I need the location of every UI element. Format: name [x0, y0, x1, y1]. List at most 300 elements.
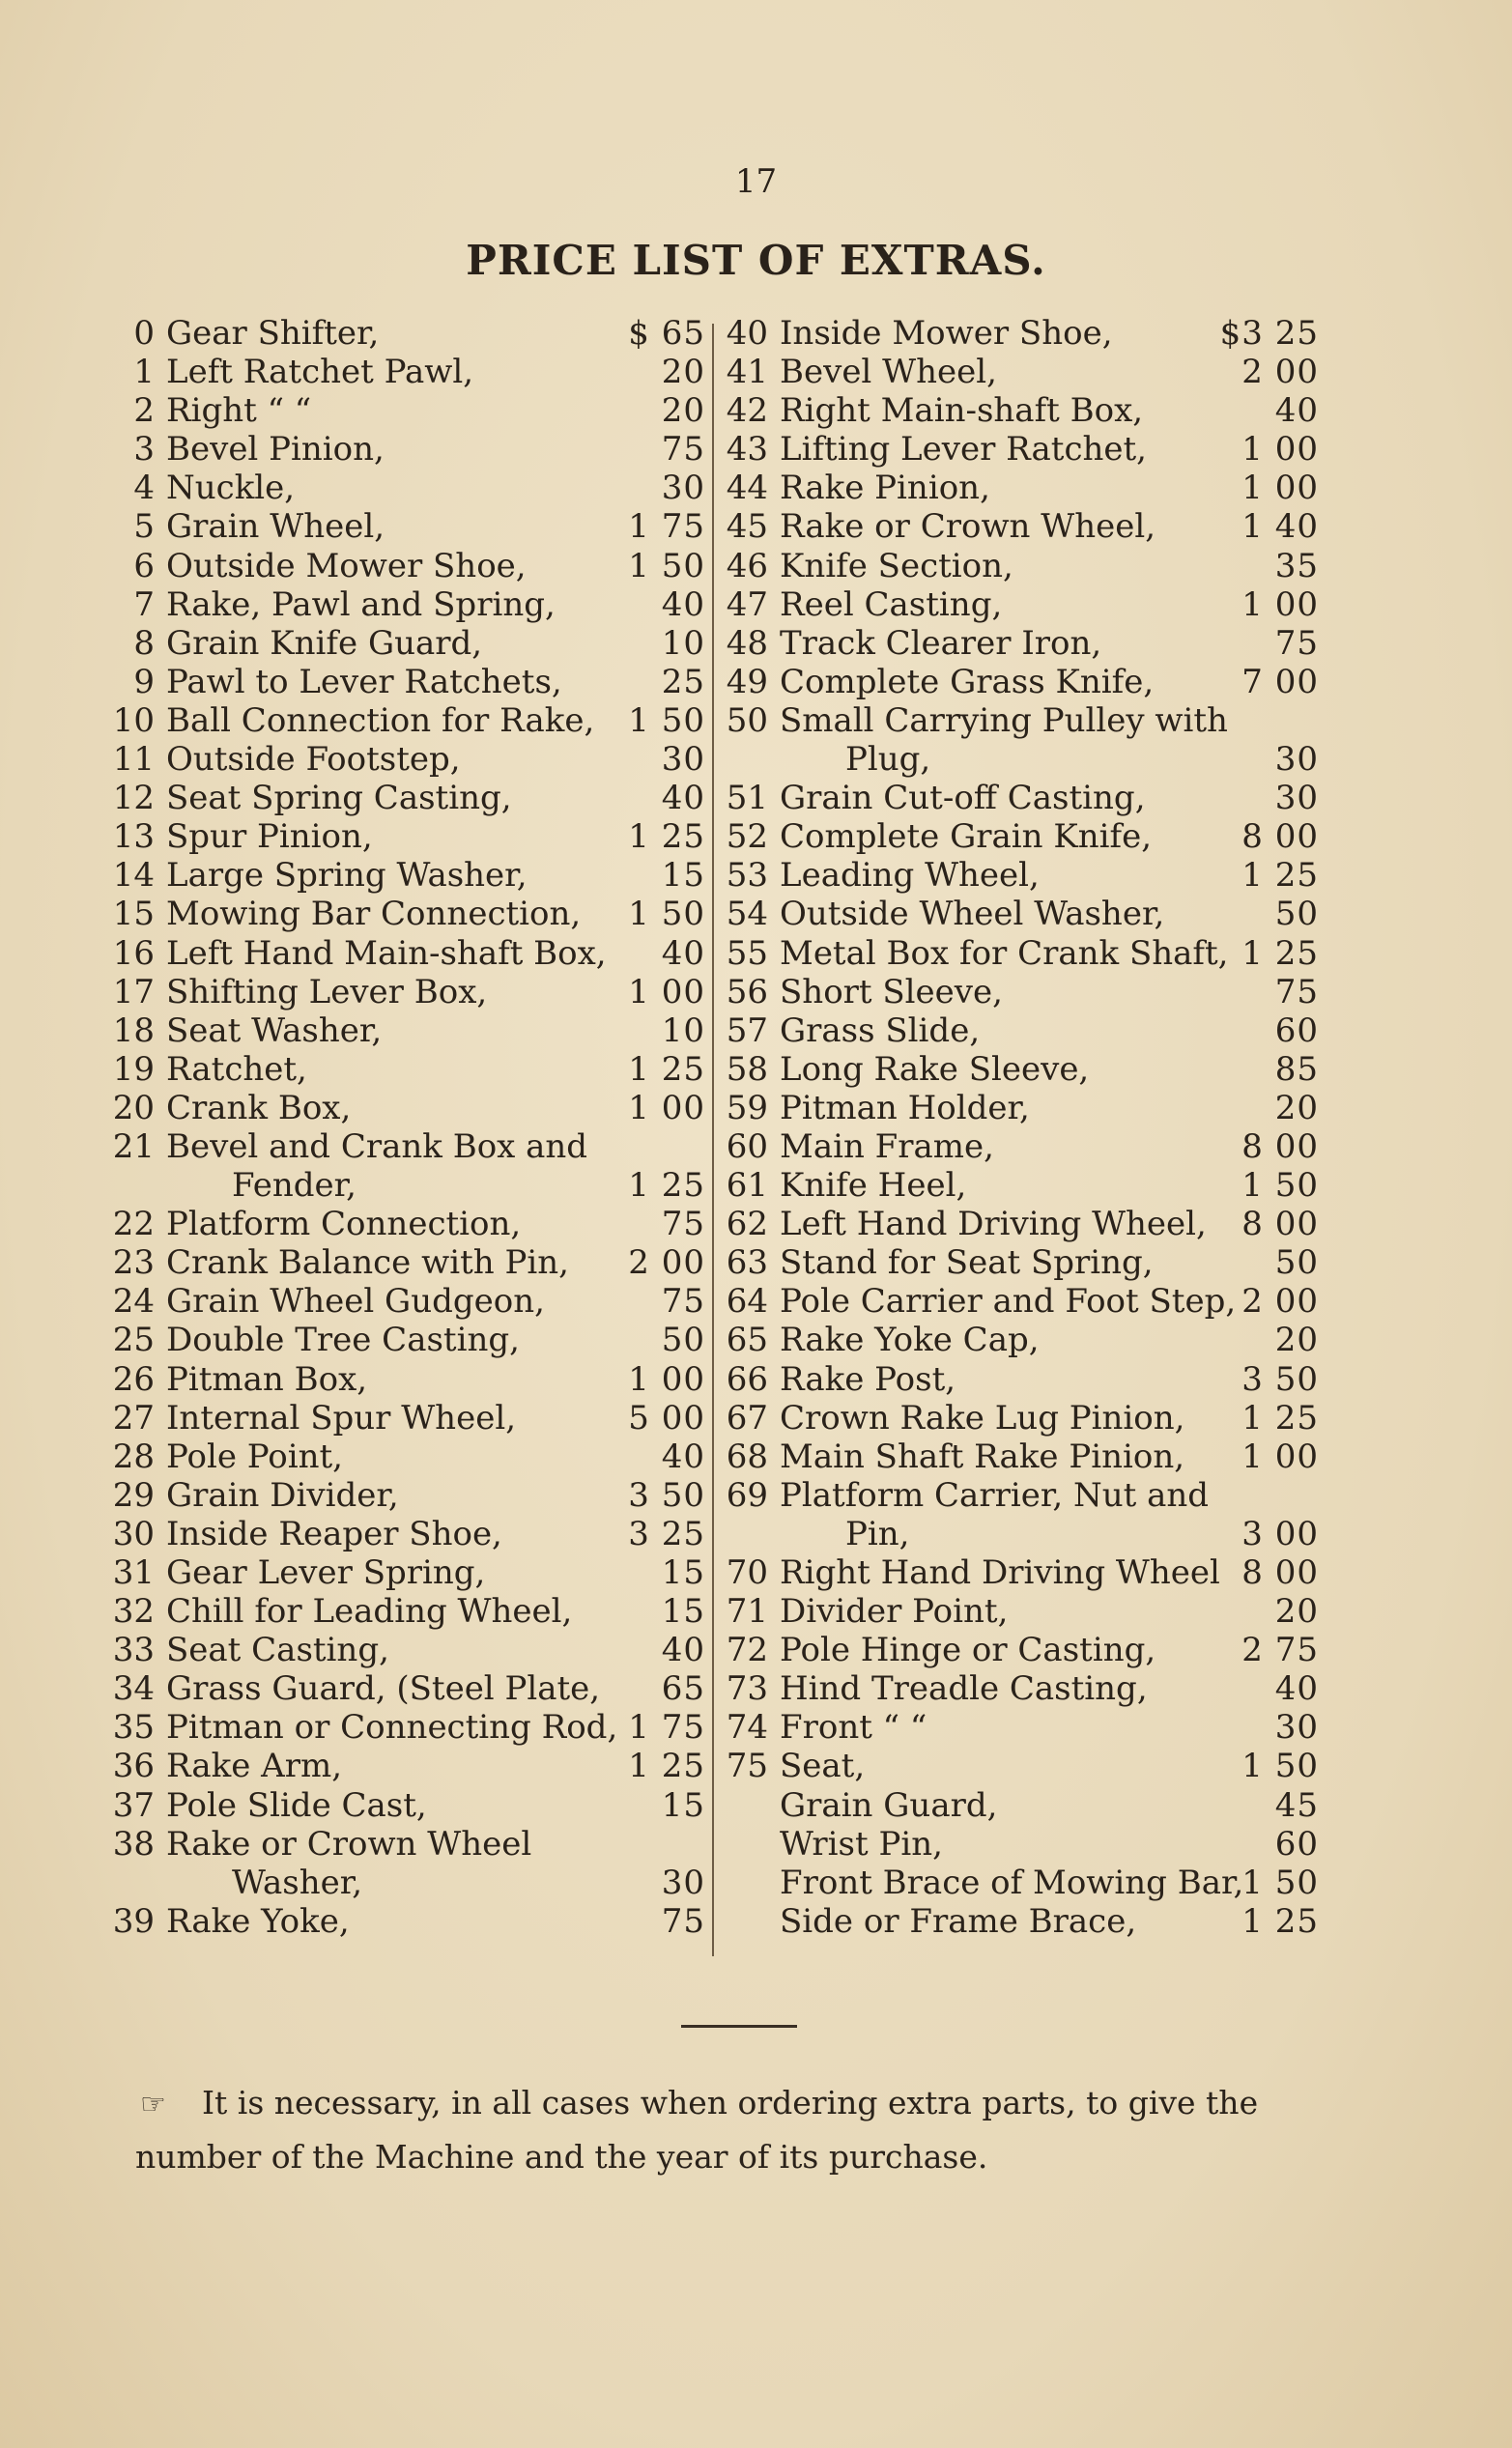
price-list-row [720, 856, 1338, 895]
item-description: Rake Yoke, [166, 1901, 350, 1941]
item-number: 42 [726, 391, 768, 431]
item-price: 30 [661, 1863, 705, 1902]
item-number: 67 [726, 1398, 768, 1437]
price-list-row [720, 1089, 1338, 1127]
item-price: 8 00 [1241, 817, 1319, 857]
item-description: Complete Grain Knife, [780, 817, 1153, 857]
price-list-row [720, 547, 1338, 585]
item-price: 75 [661, 1282, 705, 1322]
item-number: 63 [726, 1243, 768, 1283]
item-number: 22 [112, 1205, 155, 1244]
item-description: Rake Arm, [166, 1747, 343, 1786]
item-price: $ 65 [628, 314, 705, 353]
item-number: 75 [726, 1747, 768, 1786]
item-price: 1 25 [1241, 856, 1319, 896]
price-list-row [720, 1902, 1338, 1941]
item-price: 50 [1274, 895, 1319, 934]
item-price: 1 25 [1241, 933, 1319, 973]
item-description: Seat, [780, 1747, 866, 1786]
item-number: 55 [726, 933, 768, 973]
price-list-row [720, 353, 1338, 391]
item-description: Side or Frame Brace, [780, 1901, 1137, 1941]
item-description: Main Frame, [780, 1126, 994, 1166]
item-price: 50 [661, 1321, 705, 1360]
item-number: 57 [726, 1011, 768, 1050]
item-number: 68 [726, 1437, 768, 1476]
item-description: Crank Balance with Pin, [166, 1243, 569, 1283]
price-list-row [720, 1786, 1338, 1825]
item-number: 71 [726, 1592, 768, 1632]
item-number: 14 [112, 856, 155, 896]
item-price: 75 [661, 1205, 705, 1244]
price-list-row [720, 1476, 1338, 1515]
item-number: 59 [726, 1088, 768, 1127]
ordering-note [135, 2077, 1357, 2183]
price-list-row [720, 624, 1338, 663]
item-number: 65 [726, 1321, 768, 1360]
item-number: 7 [133, 584, 155, 624]
item-description: Pole Hinge or Casting, [780, 1631, 1156, 1670]
item-price: 20 [1274, 1088, 1319, 1127]
item-description: Pole Carrier and Foot Step, [780, 1282, 1237, 1322]
price-list-row [720, 1669, 1338, 1708]
price-list-row [106, 1902, 725, 1941]
item-number: 45 [726, 507, 768, 547]
item-price: 75 [1274, 623, 1319, 663]
item-description: Long Rake Sleeve, [780, 1049, 1090, 1089]
item-number: 48 [726, 623, 768, 663]
price-list-row [106, 624, 725, 663]
item-number: 74 [726, 1708, 768, 1748]
price-list-row [720, 1360, 1338, 1399]
item-price: 1 25 [628, 1049, 705, 1089]
item-price: 8 00 [1241, 1205, 1319, 1244]
item-description: Left Hand Main-shaft Box, [166, 933, 607, 973]
item-number: 16 [112, 933, 155, 973]
item-description: Crown Rake Lug Pinion, [780, 1398, 1185, 1437]
item-number: 12 [112, 779, 155, 818]
item-price: 2 00 [628, 1243, 705, 1283]
item-price: 35 [1274, 546, 1319, 585]
item-number: 4 [133, 469, 155, 508]
price-list-row [106, 1166, 725, 1205]
price-list-row [106, 1282, 725, 1321]
price-list-row [720, 779, 1338, 817]
item-description: Outside Footstep, [166, 740, 461, 780]
price-list-row [106, 1127, 725, 1166]
item-price: 75 [661, 430, 705, 470]
item-number: 23 [112, 1243, 155, 1283]
item-number: 25 [112, 1321, 155, 1360]
item-number: 47 [726, 584, 768, 624]
item-number: 26 [112, 1359, 155, 1399]
item-price: 3 50 [628, 1475, 705, 1515]
price-list-row [106, 1011, 725, 1050]
item-description: Right Hand Driving Wheel [780, 1553, 1220, 1592]
item-price: 40 [1274, 1669, 1319, 1709]
item-number: 35 [112, 1708, 155, 1748]
item-number: 8 [133, 623, 155, 663]
item-description: Shifting Lever Box, [166, 972, 488, 1011]
item-description: Bevel Pinion, [166, 430, 385, 470]
item-price: 40 [661, 584, 705, 624]
price-list-row [106, 1553, 725, 1592]
item-description: Outside Wheel Washer, [780, 895, 1165, 934]
item-price: 1 00 [1241, 469, 1319, 508]
column-divider [712, 324, 714, 1956]
price-list-row [720, 507, 1338, 546]
price-list-row [720, 1437, 1338, 1476]
price-list-row [106, 391, 725, 430]
item-price: 1 75 [628, 1708, 705, 1748]
item-number: 53 [726, 856, 768, 896]
price-list-right-column [720, 314, 1338, 1941]
item-price: 30 [1274, 779, 1319, 818]
price-list-row [106, 934, 725, 973]
item-number: 38 [112, 1824, 155, 1864]
item-description: Platform Connection, [166, 1205, 522, 1244]
item-number: 6 [133, 546, 155, 585]
price-list-row [720, 430, 1338, 469]
price-list-row [720, 1399, 1338, 1437]
item-description: Seat Spring Casting, [166, 779, 512, 818]
item-description: Front “ “ [780, 1708, 927, 1748]
price-list-row [720, 1050, 1338, 1089]
item-description: Metal Box for Crank Shaft, [780, 933, 1229, 973]
price-list-row [106, 547, 725, 585]
item-number: 36 [112, 1747, 155, 1786]
price-list-row [720, 895, 1338, 933]
item-price: 2 00 [1241, 1282, 1319, 1322]
price-list-row [106, 1205, 725, 1243]
item-price: 3 50 [1241, 1359, 1319, 1399]
item-description: Inside Mower Shoe, [780, 314, 1113, 353]
price-list-row [720, 1243, 1338, 1282]
item-description: Plug, [845, 740, 931, 780]
item-description: Pitman or Connecting Rod, [166, 1708, 618, 1748]
item-number: 58 [726, 1049, 768, 1089]
price-list-row [106, 430, 725, 469]
item-price: 40 [1274, 391, 1319, 431]
price-list-row [106, 1399, 725, 1437]
item-number: 50 [726, 700, 768, 740]
item-description: Rake or Crown Wheel [166, 1824, 532, 1864]
item-price: 40 [661, 933, 705, 973]
item-number: 56 [726, 972, 768, 1011]
price-list-row [720, 817, 1338, 856]
price-list-row [720, 1631, 1338, 1669]
item-price: 1 75 [628, 507, 705, 547]
item-number: 61 [726, 1166, 768, 1206]
item-number: 9 [133, 662, 155, 701]
item-price: 1 25 [628, 817, 705, 857]
item-number: 24 [112, 1282, 155, 1322]
price-list-row [720, 1747, 1338, 1785]
item-description: Washer, [232, 1863, 363, 1902]
item-number: 20 [112, 1088, 155, 1127]
item-price: 8 00 [1241, 1126, 1319, 1166]
price-list-row [106, 585, 725, 624]
note-line-2: number of the Machine and the year of its purchase. [135, 2138, 988, 2176]
item-number: 46 [726, 546, 768, 585]
item-description: Outside Mower Shoe, [166, 546, 527, 585]
item-description: Bevel Wheel, [780, 353, 997, 392]
item-price: 1 50 [628, 700, 705, 740]
item-description: Pole Slide Cast, [166, 1785, 427, 1825]
item-price: 3 00 [1241, 1514, 1319, 1553]
item-price: 30 [1274, 1708, 1319, 1748]
price-list-row [106, 1669, 725, 1708]
item-price: 1 50 [1241, 1747, 1319, 1786]
price-list-row [106, 1708, 725, 1747]
price-list-row [720, 1864, 1338, 1902]
item-number: 64 [726, 1282, 768, 1322]
item-description: Grain Wheel Gudgeon, [166, 1282, 545, 1322]
item-price: 1 25 [1241, 1398, 1319, 1437]
price-list-row [106, 1321, 725, 1359]
item-number: 44 [726, 469, 768, 508]
price-list-row [106, 1243, 725, 1282]
item-number: 66 [726, 1359, 768, 1399]
item-description: Rake Pinion, [780, 469, 990, 508]
item-price: 1 50 [1241, 1166, 1319, 1206]
price-list-row [106, 895, 725, 933]
item-description: Pitman Holder, [780, 1088, 1030, 1127]
price-list-row [720, 585, 1338, 624]
item-description: Double Tree Casting, [166, 1321, 520, 1360]
item-price: 15 [661, 1592, 705, 1632]
item-description: Chill for Leading Wheel, [166, 1592, 573, 1632]
item-description: Leading Wheel, [780, 856, 1040, 896]
item-price: 30 [661, 740, 705, 780]
item-number: 62 [726, 1205, 768, 1244]
price-list-row [720, 1127, 1338, 1166]
item-number: 43 [726, 430, 768, 470]
price-list-row [720, 663, 1338, 701]
item-description: Platform Carrier, Nut and [780, 1475, 1210, 1515]
price-list-left-column [106, 314, 725, 1941]
item-number: 19 [112, 1049, 155, 1089]
item-description: Pole Point, [166, 1437, 343, 1476]
item-number: 70 [726, 1553, 768, 1592]
item-description: Pawl to Lever Ratchets, [166, 662, 562, 701]
item-number: 2 [133, 391, 155, 431]
price-list-row [106, 1437, 725, 1476]
item-price: 3 25 [628, 1514, 705, 1553]
item-price: 25 [661, 662, 705, 701]
item-description: Seat Casting, [166, 1631, 389, 1670]
item-price: 50 [1274, 1243, 1319, 1283]
item-price: 7 00 [1241, 662, 1319, 701]
price-list-row [720, 934, 1338, 973]
item-description: Large Spring Washer, [166, 856, 528, 896]
price-list-row [106, 779, 725, 817]
item-price: 75 [1274, 972, 1319, 1011]
item-price: 40 [661, 1631, 705, 1670]
item-description: Pin, [845, 1514, 910, 1553]
item-number: 73 [726, 1669, 768, 1709]
item-description: Divider Point, [780, 1592, 1009, 1632]
price-list-row [720, 1708, 1338, 1747]
item-price: 45 [1274, 1785, 1319, 1825]
item-price: 85 [1274, 1049, 1319, 1089]
item-number: 21 [112, 1126, 155, 1166]
price-list-row [106, 1825, 725, 1864]
item-price: 1 50 [628, 895, 705, 934]
item-description: Seat Washer, [166, 1011, 383, 1050]
pointing-hand-icon: ☞ [140, 2088, 166, 2121]
item-number: 34 [112, 1669, 155, 1709]
item-description: Complete Grass Knife, [780, 662, 1155, 701]
item-description: Rake Post, [780, 1359, 956, 1399]
item-price: 1 00 [628, 1359, 705, 1399]
item-number: 29 [112, 1475, 155, 1515]
price-list-row [106, 1631, 725, 1669]
page-title: PRICE LIST OF EXTRAS. [466, 237, 1046, 284]
item-number: 27 [112, 1398, 155, 1437]
price-list-row [106, 1476, 725, 1515]
item-description: Pitman Box, [166, 1359, 368, 1399]
item-price: 1 25 [628, 1166, 705, 1206]
item-description: Grain Cut-off Casting, [780, 779, 1146, 818]
item-number: 39 [112, 1901, 155, 1941]
item-price: $3 25 [1219, 314, 1319, 353]
item-description: Bevel and Crank Box and [166, 1126, 588, 1166]
item-description: Ball Connection for Rake, [166, 700, 595, 740]
item-description: Grass Guard, (Steel Plate, [166, 1669, 601, 1709]
item-description: Gear Shifter, [166, 314, 380, 353]
price-list-row [106, 701, 725, 740]
item-description: Right Main-shaft Box, [780, 391, 1144, 431]
page-number: 17 [734, 162, 778, 201]
item-price: 65 [661, 1669, 705, 1709]
item-price: 1 00 [1241, 584, 1319, 624]
item-number: 51 [726, 779, 768, 818]
price-list-row [106, 1360, 725, 1399]
item-description: Internal Spur Wheel, [166, 1398, 516, 1437]
item-description: Gear Lever Spring, [166, 1553, 486, 1592]
price-list-row [720, 314, 1338, 353]
item-number: 28 [112, 1437, 155, 1476]
item-description: Front Brace of Mowing Bar, [780, 1863, 1244, 1902]
item-price: 10 [661, 1011, 705, 1050]
item-description: Left Ratchet Pawl, [166, 353, 474, 392]
item-number: 1 [133, 353, 155, 392]
item-price: 60 [1274, 1011, 1319, 1050]
item-description: Right “ “ [166, 391, 312, 431]
item-description: Spur Pinion, [166, 817, 373, 857]
item-description: Ratchet, [166, 1049, 307, 1089]
item-price: 30 [1274, 740, 1319, 780]
item-number: 41 [726, 353, 768, 392]
price-list-row [106, 817, 725, 856]
item-description: Knife Section, [780, 546, 1013, 585]
item-number: 52 [726, 817, 768, 857]
item-number: 37 [112, 1785, 155, 1825]
price-list-row [106, 469, 725, 507]
price-list-row [106, 1592, 725, 1631]
item-price: 2 00 [1241, 353, 1319, 392]
item-number: 54 [726, 895, 768, 934]
item-number: 11 [112, 740, 155, 780]
item-price: 75 [661, 1901, 705, 1941]
item-description: Fender, [232, 1166, 357, 1206]
item-price: 1 25 [628, 1747, 705, 1786]
item-price: 1 00 [1241, 430, 1319, 470]
item-price: 30 [661, 469, 705, 508]
price-list-row [106, 353, 725, 391]
item-price: 40 [661, 1437, 705, 1476]
item-number: 69 [726, 1475, 768, 1515]
item-price: 15 [661, 856, 705, 896]
item-description: Rake, Pawl and Spring, [166, 584, 556, 624]
price-list-row [106, 740, 725, 779]
item-price: 10 [661, 623, 705, 663]
item-description: Small Carrying Pulley with [780, 700, 1228, 740]
item-number: 31 [112, 1553, 155, 1592]
item-price: 5 00 [628, 1398, 705, 1437]
item-price: 60 [1274, 1824, 1319, 1864]
item-number: 13 [112, 817, 155, 857]
item-price: 8 00 [1241, 1553, 1319, 1592]
item-description: Grass Slide, [780, 1011, 981, 1050]
price-list-row [720, 1592, 1338, 1631]
item-price: 20 [661, 353, 705, 392]
item-number: 17 [112, 972, 155, 1011]
item-description: Lifting Lever Ratchet, [780, 430, 1147, 470]
item-number: 72 [726, 1631, 768, 1670]
price-list-row [720, 973, 1338, 1011]
item-description: Rake Yoke Cap, [780, 1321, 1040, 1360]
price-list-row [106, 663, 725, 701]
item-price: 1 00 [628, 972, 705, 1011]
price-list-row [106, 507, 725, 546]
item-description: Knife Heel, [780, 1166, 967, 1206]
item-price: 1 50 [628, 546, 705, 585]
price-list-row [720, 740, 1338, 779]
item-price: 1 40 [1241, 507, 1319, 547]
item-description: Crank Box, [166, 1088, 352, 1127]
item-number: 32 [112, 1592, 155, 1632]
price-list-row [720, 1282, 1338, 1321]
item-number: 33 [112, 1631, 155, 1670]
price-list-row [720, 1205, 1338, 1243]
item-price: 1 25 [1241, 1901, 1319, 1941]
item-description: Grain Guard, [780, 1785, 998, 1825]
item-number: 0 [133, 314, 155, 353]
item-price: 2 75 [1241, 1631, 1319, 1670]
price-list-row [106, 1864, 725, 1902]
item-number: 3 [133, 430, 155, 470]
price-list-row [720, 1321, 1338, 1359]
item-number: 49 [726, 662, 768, 701]
item-number: 18 [112, 1011, 155, 1050]
price-list-row [106, 1747, 725, 1785]
item-price: 15 [661, 1553, 705, 1592]
item-description: Main Shaft Rake Pinion, [780, 1437, 1185, 1476]
item-description: Wrist Pin, [780, 1824, 943, 1864]
price-list-row [106, 973, 725, 1011]
price-list-row [720, 391, 1338, 430]
item-description: Reel Casting, [780, 584, 1003, 624]
item-description: Track Clearer Iron, [780, 623, 1102, 663]
price-list-row [720, 469, 1338, 507]
note-line-1: It is necessary, in all cases when ordering extra parts, to give the [202, 2084, 1259, 2121]
item-price: 15 [661, 1785, 705, 1825]
item-description: Nuckle, [166, 469, 296, 508]
price-list-row [720, 1515, 1338, 1553]
price-list-row [106, 314, 725, 353]
